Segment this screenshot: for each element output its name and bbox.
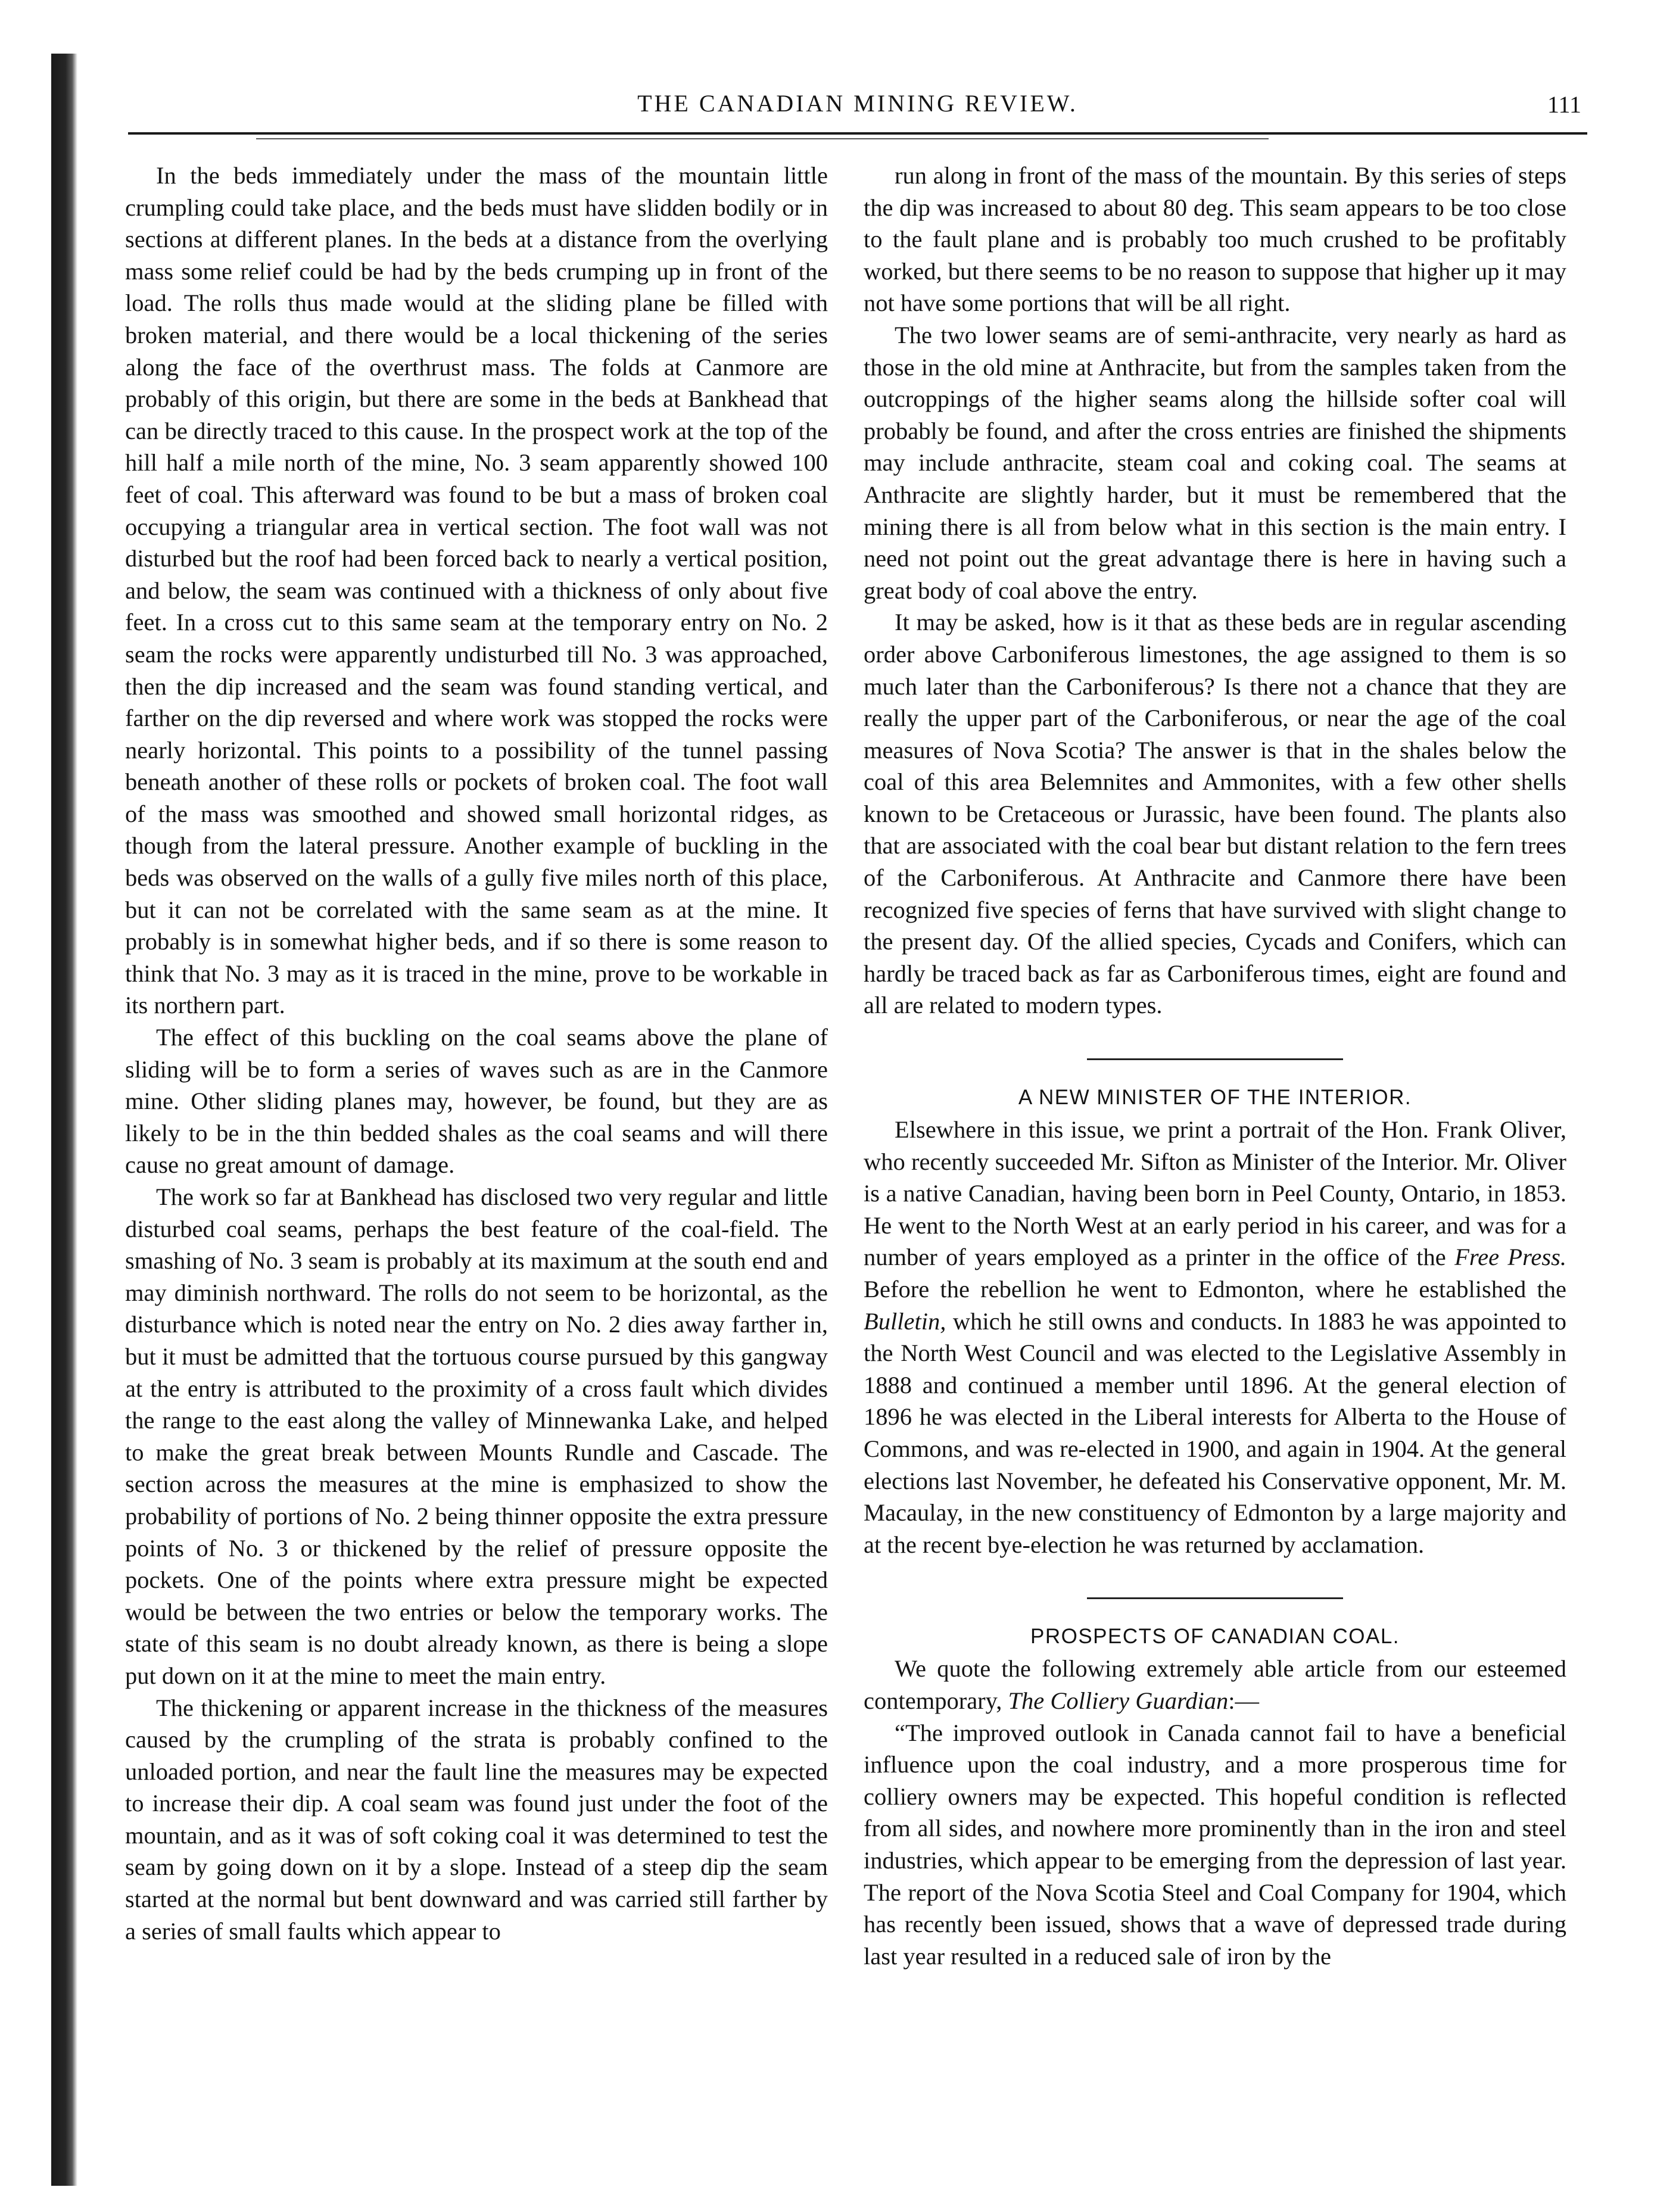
header-rule <box>128 132 1587 135</box>
text-run: Before the rebellion he went to Edmonton, where he established the <box>864 1276 1566 1303</box>
header-rule-thin <box>256 138 1269 139</box>
running-title: THE CANADIAN MINING REVIEW. <box>637 90 1078 117</box>
paragraph: The two lower seams are of semi-anthracite, very nearly as hard as those in the old mine at Anthracite, but from the samples taken from the outcroppings of the higher seams along the hillside softer coal will probably be found, and after the cross entries are finished the shipments may include anthracite, steam coal and coking coal. The seams at Anthracite are slightly harder, but it must be remembered that the mining there is all from below what in this section is the main entry. I need not point out the great advantage there is here in having such a great body of coal above the entry. <box>864 321 1566 604</box>
newspaper-title: Free Press. <box>1454 1244 1566 1271</box>
section-divider <box>1087 1058 1343 1060</box>
paragraph: “The improved outlook in Canada cannot fail to have a beneficial influence upon the coal industry, and a more prosperous time for colliery owners may be expected. This hopeful condition is reflected from all sides, and nowhere more prominently than in the iron and steel industries, which appear to be emerging from the depression of last year. The report of the Nova Scotia Steel and Coal Company for 1904, which has recently been issued, shows that a wave of depressed trade during last year resulted in a reduced sale of iron by the <box>864 1719 1566 1970</box>
publication-title: The Colliery Guardian <box>1008 1687 1229 1714</box>
newspaper-title: Bulletin, <box>864 1307 946 1335</box>
paragraph <box>864 1114 1566 1560</box>
page-number: 111 <box>1547 91 1581 118</box>
text-run: :— <box>1228 1687 1260 1714</box>
right-column <box>864 160 1566 1972</box>
paragraph: In the beds immediately under the mass of the mountain little crumpling could take place, and the beds must have slidden bodily or in sections at different planes. In the beds at a distance from the overlying mass some relief could be had by the beds crumping up in front of the load. The rolls thus made would at the sliding plane be filled with broken material, and there would be a local thickening of the series along the face of the overthrust mass. The folds at Canmore are probably of this origin, but there are some in the beds at Bankhead that can be directly traced to this cause. In the prospect work at the top of the hill half a mile north of the mine, No. 3 seam apparently showed 100 feet of coal. This afterward was found to be but a mass of broken coal occupying a triangular area in vertical section. The foot wall was not disturbed but the roof had been forced back to nearly a vertical position, and below, the seam was continued with a thickness of only about five feet. In a cross cut to this same seam at the temporary entry on No. 2 seam the rocks were apparently undisturbed till No. 3 was approached, then the dip increased and the seam was found standing vertical, and farther on the dip reversed and where work was stopped the rocks were nearly horizontal. This points to a possibility of the tunnel passing beneath another of these rolls or pockets of broken coal. The foot wall of the mass was smoothed and showed small horizontal ridges, as though from the lateral pressure. Another example of buckling in the beds was observed on the walls of a gully five miles north of this place, but it can not be correlated with the same seam as at the mine. It probably is in somewhat higher beds, and if so there is some reason to think that No. 3 may as it is traced in the mine, prove to be workable in its northern part. <box>125 162 828 1019</box>
paragraph: The work so far at Bankhead has disclosed two very regular and little disturbed coal seams, perhaps the best feature of the coal-field. The smashing of No. 3 seam is probably at its maximum at the south end and may diminish northward. The rolls do not seem to be horizontal, as the disturbance which is noted near the entry on No. 2 dies away farther in, but it must be admitted that the tortuous course pursued by this gangway at the entry is attributed to the proximity of a cross fault which divides the range to the east along the valley of Minnewanka Lake, and helped to make the great break between Mounts Rundle and Cascade. The section across the measures at the mine is emphasized to show the probability of portions of No. 2 being thinner opposite the extra pressure points of No. 3 or thickened by the relief of pressure opposite the pockets. One of the points where extra pressure might be expected would be between the two entries or below the temporary works. The state of this seam is no doubt already known, as there is being a slope put down on it at the mine to meet the main entry. <box>125 1183 828 1689</box>
binding-edge <box>51 54 77 2186</box>
page-header <box>128 89 1587 125</box>
paragraph: The effect of this buckling on the coal seams above the plane of sliding will be to form a series of waves such as are in the Canmore mine. Other sliding planes may, however, be found, but they are as likely to be in the thin bedded shales as the coal seams and will there cause no great amount of damage. <box>125 1024 828 1179</box>
text-run: We quote the following extremely able article from our esteemed contemporary, <box>864 1655 1566 1714</box>
text-run: which he still owns and conducts. In 1883 he was appointed to the North West Council and was elected to the Legislative Assembly in 1888 and continued a member until 1896. At the general election of 1896 he was elected in the Liberal interests for Alberta to the House of Commons, and was re-elected in 1900, and again in 1904. At the general elections last November, he defeated his Conservative opponent, Mr. M. Macaulay, in the new constituency of Edmonton by a large majority and at the recent bye-election he was returned by acclamation. <box>864 1307 1566 1558</box>
paragraph <box>864 1653 1566 1716</box>
left-column <box>125 160 828 1947</box>
paragraph: It may be asked, how is it that as these beds are in regular ascending order above Carboniferous limestones, the age assigned to them is so much later than the Carboniferous? Is there not a chance that they are really the upper part of the Carboniferous, or near the age of the coal measures of Nova Scotia? The answer is that in the shales below the coal of this area Belemnites and Ammonites, with a few other shells known to be Cretaceous or Jurassic, have been found. The plants also that are associated with the coal bear but distant relation to the fern trees of the Carboniferous. At Anthracite and Canmore there have been recognized five species of ferns that have survived with slight change to the present day. Of the allied species, Cycads and Conifers, which can hardly be traced back as far as Carboniferous times, eight are found and all are related to modern types. <box>864 609 1566 1019</box>
paragraph: run along in front of the mass of the mountain. By this series of steps the dip was increased to about 80 deg. This seam appears to be too close to the fault plane and is probably too much crushed to be profitably worked, but there seems to be no reason to suppose that higher up it may not have some portions that will be all right. <box>864 162 1566 317</box>
section-heading-minister: A NEW MINISTER OF THE INTERIOR. <box>1018 1086 1412 1110</box>
paragraph: The thickening or apparent increase in the thickness of the measures caused by the crumpling of the strata is probably confined to the unloaded portion, and near the fault line the measures may be expected to increase their dip. A coal seam was found just under the foot of the mountain, and as it was of soft coking coal it was determined to test the seam by going down on it by a slope. Instead of a steep dip the seam started at the normal but bent downward and was carried still farther by a series of small faults which appear to <box>125 1694 828 1945</box>
text-run: Elsewhere in this issue, we print a portrait of the Hon. Frank Oliver, who recently succeeded Mr. Sifton as Minister of the Interior. Mr. Oliver is a native Canadian, having been born in Peel County, Ontario, in 1853. He went to the North West at an early period in his career, and was for a number of years employed as a printer in the office of the <box>864 1116 1566 1271</box>
section-divider <box>1087 1597 1343 1599</box>
section-heading-coal: PROSPECTS OF CANADIAN COAL. <box>1030 1625 1400 1649</box>
